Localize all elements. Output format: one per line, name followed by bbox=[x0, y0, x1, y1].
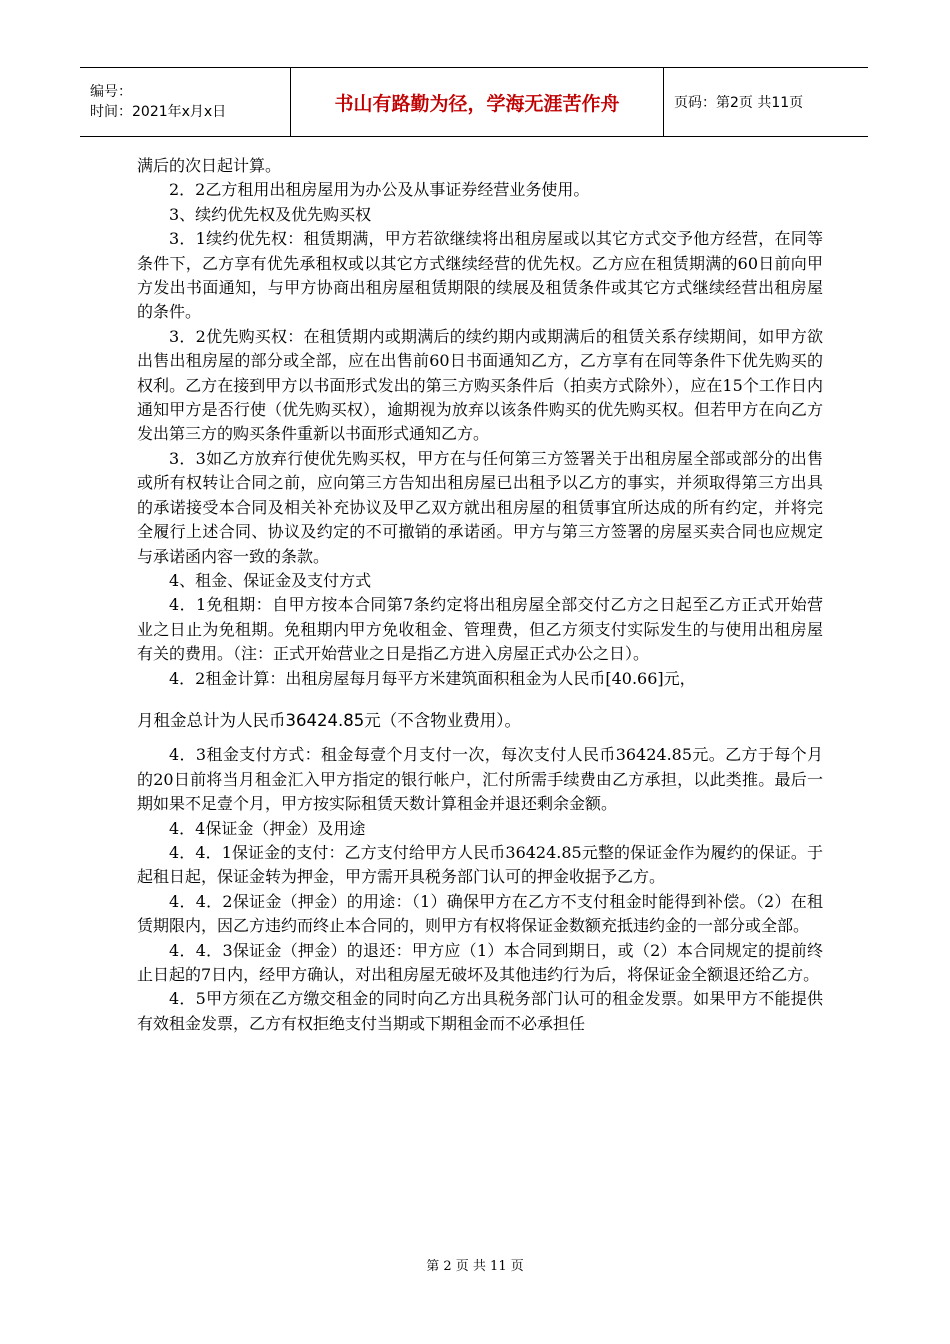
header-page-info: 页码：第2页 共11页 bbox=[674, 95, 804, 111]
paragraph: 4．4保证金（押金）及用途 bbox=[169, 818, 366, 838]
paragraph: 4．5甲方须在乙方缴交租金的同时向乙方出具税务部门认可的租金发票。如果甲方不能提供有效租金发票，乙方有权拒绝支付当期或下期租金而不必承担任 bbox=[137, 989, 823, 1033]
paragraph: 3．3如乙方放弃行使优先购买权，甲方在与任何第三方签署关于出租房屋全部或部分的出售或所有权转让合同之前，应向第三方告知出租房屋已出租予以乙方的事实，并须取得第三方出具的承诺接受本合同及相关补充协议及甲乙双方就出租房屋的租赁事宜所达成的所有约定，并将完全履行上述合同、协议及约定的不可撤销的承诺函。甲方与第三方签署的房屋买卖合同也应规定与承诺函内容一致的条款。 bbox=[137, 448, 823, 566]
paragraph: 2．2乙方租用出租房屋用为办公及从事证券经营业务使用。 bbox=[169, 180, 590, 200]
paragraph: 4．3租金支付方式：租金每壹个月支付一次，每次支付人民币36424.85元。乙方于每个月的20日前将当月租金汇入甲方指定的银行帐户，汇付所需手续费由乙方承担，以此类推。最后一期如果不足壹个月，甲方按实际租赁天数计算租金并退还剩余金额。 bbox=[137, 745, 823, 814]
paragraph: 3、续约优先权及优先购买权 bbox=[169, 204, 372, 224]
paragraph: 3．2优先购买权：在租赁期内或期满后的续约期内或期满后的租赁关系存续期间，如甲方欲出售出租房屋的部分或全部，应在出售前60日书面通知乙方，乙方享有在同等条件下优先购买的权利。乙方在接到甲方以书面形式发出的第三方购买条件后（拍卖方式除外），应在15个工作日内通知甲方是否行使（优先购买权），逾期视为放弃以该条件购买的优先购买权。但若甲方在向乙方发出第三方的购买条件重新以书面形式通知乙方。 bbox=[137, 326, 823, 444]
page-footer: 第 2 页 共 11 页 bbox=[426, 1259, 524, 1274]
paragraph: 4．4．2保证金（押金）的用途：（1）确保甲方在乙方不支付租金时能得到补偿。（2）在租赁期限内，因乙方违约而终止本合同的，则甲方有权将保证金数额充抵违约金的一部分或全部。 bbox=[137, 891, 823, 936]
paragraph: 4．2租金计算：出租房屋每月每平方米建筑面积租金为人民币[40.66]元， bbox=[169, 668, 696, 688]
paragraph: 3．1续约优先权：租赁期满，甲方若欲继续将出租房屋或以其它方式交予他方经营，在同等条件下，乙方享有优先承租权或以其它方式继续经营的优先权。乙方应在租赁期满的60日前向甲方发出书面通知，与甲方协商出租房屋租赁期限的续展及租赁条件或其它方式继续经营出租房屋的条件。 bbox=[137, 229, 823, 322]
header-motto: 书山有路勤为径，学海无涯苦作舟 bbox=[291, 68, 664, 137]
serial-number-label: 编号： bbox=[90, 84, 132, 100]
header-meta bbox=[80, 68, 291, 137]
paragraph: 满后的次日起计算。 bbox=[137, 156, 282, 175]
paragraph: 4．4．3保证金（押金）的退还：甲方应（1）本合同到期日，或（2）本合同规定的提前终止日起的7日内，经甲方确认，对出租房屋无破坏及其他违约行为后，将保证金全额退还给乙方。 bbox=[137, 940, 823, 984]
paragraph: 4．1免租期：自甲方按本合同第7条约定将出租房屋全部交付乙方之日起至乙方正式开始营业之日止为免租期。免租期内甲方免收租金、管理费，但乙方须支付实际发生的与使用出租房屋有关的费用。（注：正式开始营业之日是指乙方进入房屋正式办公之日）。 bbox=[137, 595, 823, 664]
date-line: 时间：2021年x月x日 bbox=[90, 104, 227, 120]
paragraph: 月租金总计为人民币36424.85元（不含物业费用）。 bbox=[137, 710, 521, 730]
paragraph: 4．4．1保证金的支付：乙方支付给甲方人民币36424.85元整的保证金作为履约的保证。于起租日起，保证金转为押金，甲方需开具税务部门认可的押金收据予乙方。 bbox=[137, 842, 823, 887]
page-header bbox=[80, 67, 868, 137]
paragraph: 4、租金、保证金及支付方式 bbox=[169, 570, 372, 590]
document-body bbox=[137, 154, 823, 1036]
